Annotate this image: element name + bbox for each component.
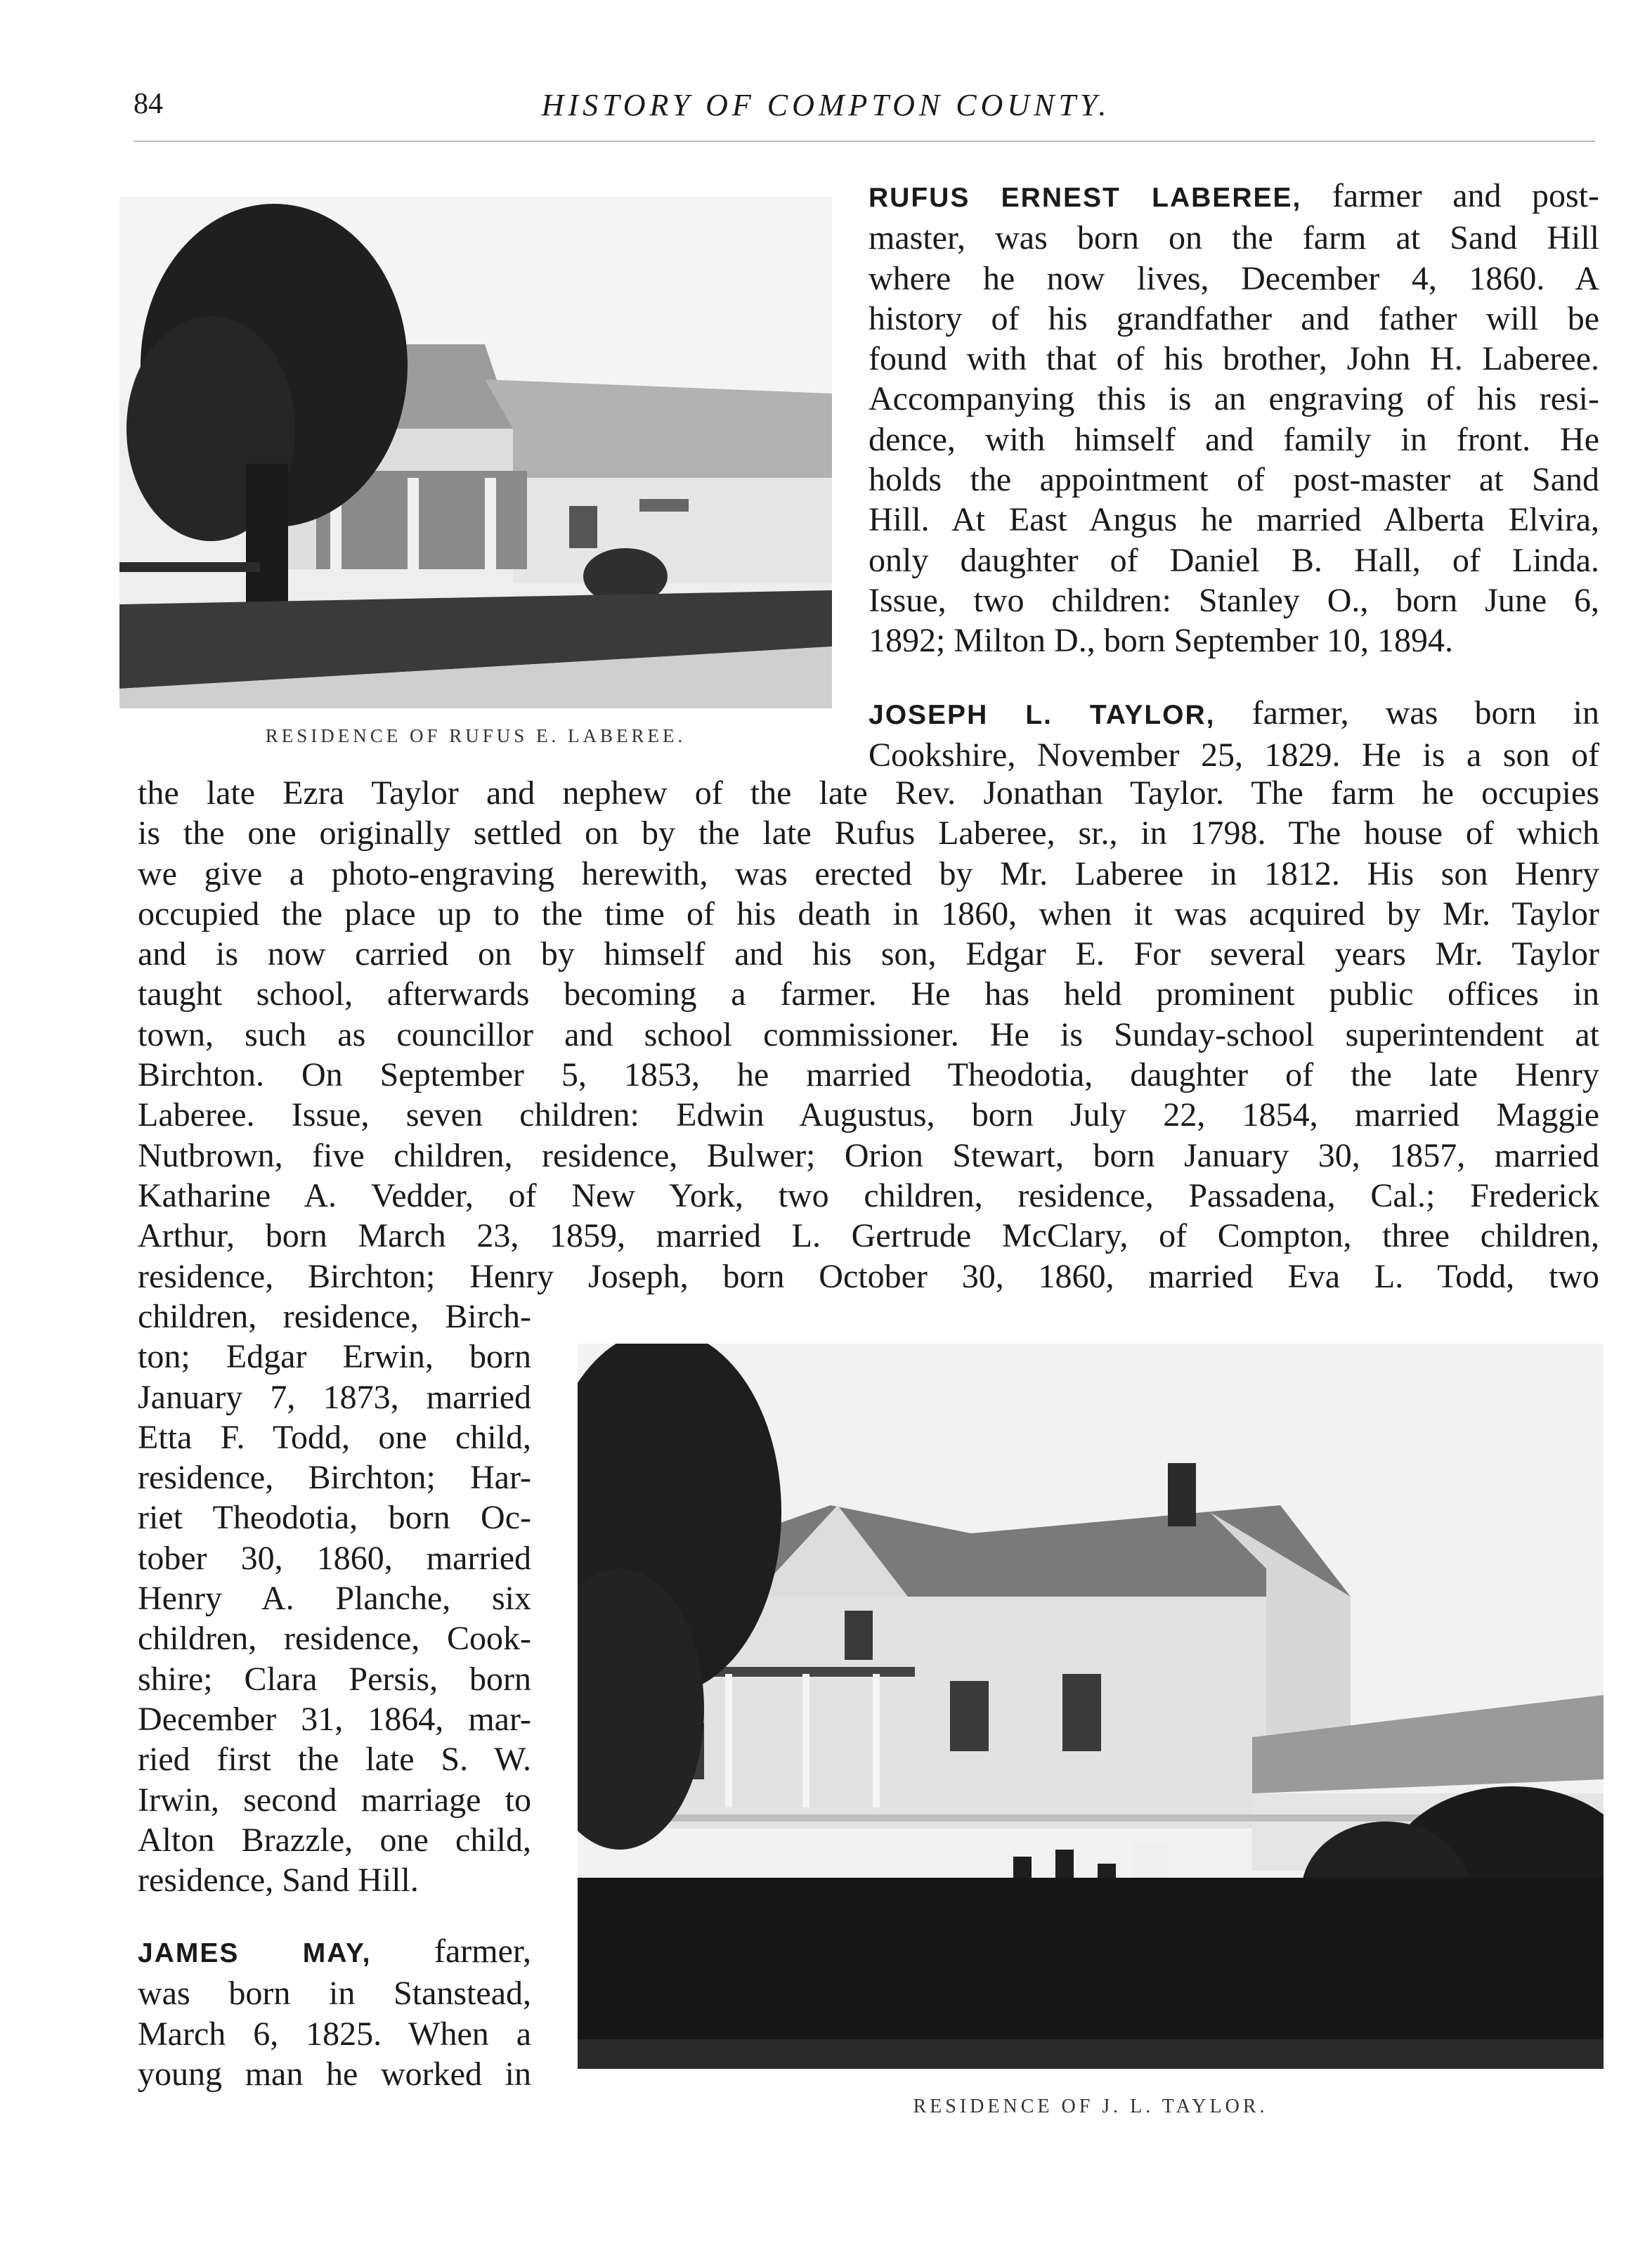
laberee-line-4: found with that of his brother, John H. Laberee. (869, 340, 1599, 378)
taylor-line-l8: children, residence, Cook- (138, 1620, 531, 1658)
taylor-line-l5: riet Theodotia, born Oc- (138, 1499, 531, 1537)
taylor-line-f0: the late Ezra Taylor and nephew of the late Rev. Jonathan Taylor. The farm he occupies (138, 774, 1599, 812)
taylor-line-f1: is the one originally settled on by the late Rufus Laberee, sr., in 1798. The house of which (138, 814, 1599, 852)
taylor-line-f3: occupied the place up to the time of his death in 1860, when it was acquired by Mr. Taylor (138, 895, 1599, 933)
taylor-line-f2: we give a photo-engraving herewith, was erected by Mr. Laberee in 1812. His son Henry (138, 855, 1599, 892)
laberee-residence-photo (119, 197, 832, 708)
running-title: HISTORY OF COMPTON COUNTY. (541, 88, 1111, 122)
taylor-line-l12: Irwin, second marriage to (138, 1781, 531, 1819)
taylor-entry-continued (138, 1297, 531, 1900)
laberee-line-7: holds the appointment of post-master at Sand (869, 461, 1599, 499)
laberee-line-0: RUFUS ERNEST LABEREE, farmer and post- (869, 177, 1599, 214)
page-number: 84 (134, 88, 163, 120)
header-rule (134, 141, 1595, 142)
taylor-line-f4: and is now carried on by himself and his son, Edgar E. For several years Mr. Taylor (138, 935, 1599, 973)
taylor-entry-opening (869, 693, 1599, 776)
taylor-entry-full (138, 773, 1599, 1297)
taylor-line-l13: Alton Brazzle, one child, (138, 1821, 531, 1859)
taylor-line-l3: Etta F. Todd, one child, (138, 1418, 531, 1456)
taylor-line-l14: residence, Sand Hill. (138, 1862, 419, 1899)
taylor-line-r1: Cookshire, November 25, 1829. He is a son of (869, 736, 1599, 774)
laberee-line-5: Accompanying this is an engraving of his resi- (869, 380, 1599, 418)
laberee-line-9: only daughter of Daniel B. Hall, of Linda. (869, 541, 1599, 579)
may-name: JAMES MAY, (138, 1938, 372, 1968)
taylor-line-l11: ried first the late S. W. (138, 1741, 531, 1779)
taylor-line-f5: taught school, afterwards becoming a farmer. He has held prominent public offices in (138, 975, 1599, 1013)
taylor-line-f6: town, such as councillor and school commissioner. He is Sunday-school superintendent at (138, 1015, 1599, 1053)
taylor-residence-image (578, 1344, 1604, 2069)
taylor-line-l4: residence, Birchton; Har- (138, 1459, 531, 1497)
taylor-residence-photo (578, 1344, 1604, 2069)
taylor-line-l1: ton; Edgar Erwin, born (138, 1338, 531, 1376)
taylor-line-l10: December 31, 1864, mar- (138, 1700, 531, 1738)
taylor-line-l9: shire; Clara Persis, born (138, 1660, 531, 1698)
may-line-0: JAMES MAY, farmer, (138, 1933, 531, 1970)
taylor-photo-caption: RESIDENCE OF J. L. TAYLOR. (913, 2096, 1268, 2117)
taylor-line-l0: children, residence, Birch- (138, 1298, 531, 1335)
taylor-line-f8: Laberee. Issue, seven children: Edwin Augustus, born July 22, 1854, married Maggie (138, 1096, 1599, 1134)
laberee-residence-image (119, 197, 832, 708)
laberee-line-3: history of his grandfather and father will be (869, 299, 1599, 337)
may-line-3: young man he worked in (138, 2055, 531, 2093)
taylor-line-l2: January 7, 1873, married (138, 1378, 531, 1416)
laberee-name: RUFUS ERNEST LABEREE, (869, 183, 1302, 213)
laberee-line-10: Issue, two children: Stanley O., born June 6, (869, 581, 1599, 619)
taylor-line-r0: JOSEPH L. TAYLOR, farmer, was born in (869, 694, 1599, 732)
taylor-line-l7: Henry A. Planche, six (138, 1580, 531, 1618)
taylor-line-f11: Arthur, born March 23, 1859, married L. Gertrude McClary, of Compton, three children, (138, 1217, 1599, 1255)
laberee-entry (869, 176, 1599, 661)
taylor-line-l6: tober 30, 1860, married (138, 1539, 531, 1577)
laberee-photo-caption: RESIDENCE OF RUFUS E. LABEREE. (265, 725, 687, 746)
taylor-line-f12: residence, Birchton; Henry Joseph, born October 30, 1860, married Eva L. Todd, two (138, 1257, 1599, 1295)
taylor-line-f10: Katharine A. Vedder, of New York, two children, residence, Passadena, Cal.; Frederick (138, 1176, 1599, 1214)
taylor-name: JOSEPH L. TAYLOR, (869, 700, 1216, 730)
may-entry (138, 1931, 531, 2094)
may-line-2: March 6, 1825. When a (138, 2015, 531, 2053)
laberee-line-8: Hill. At East Angus he married Alberta Elvira, (869, 501, 1599, 539)
taylor-line-f7: Birchton. On September 5, 1853, he married Theodotia, daughter of the late Henry (138, 1056, 1599, 1094)
laberee-line-11: 1892; Milton D., born September 10, 1894. (869, 622, 1453, 660)
may-line-1: was born in Stanstead, (138, 1975, 531, 2013)
laberee-line-6: dence, with himself and family in front. He (869, 420, 1599, 458)
laberee-line-2: where he now lives, December 4, 1860. A (869, 259, 1599, 297)
laberee-line-1: master, was born on the farm at Sand Hill (869, 219, 1599, 257)
taylor-line-f9: Nutbrown, five children, residence, Bulwer; Orion Stewart, born January 30, 1857, married (138, 1136, 1599, 1174)
